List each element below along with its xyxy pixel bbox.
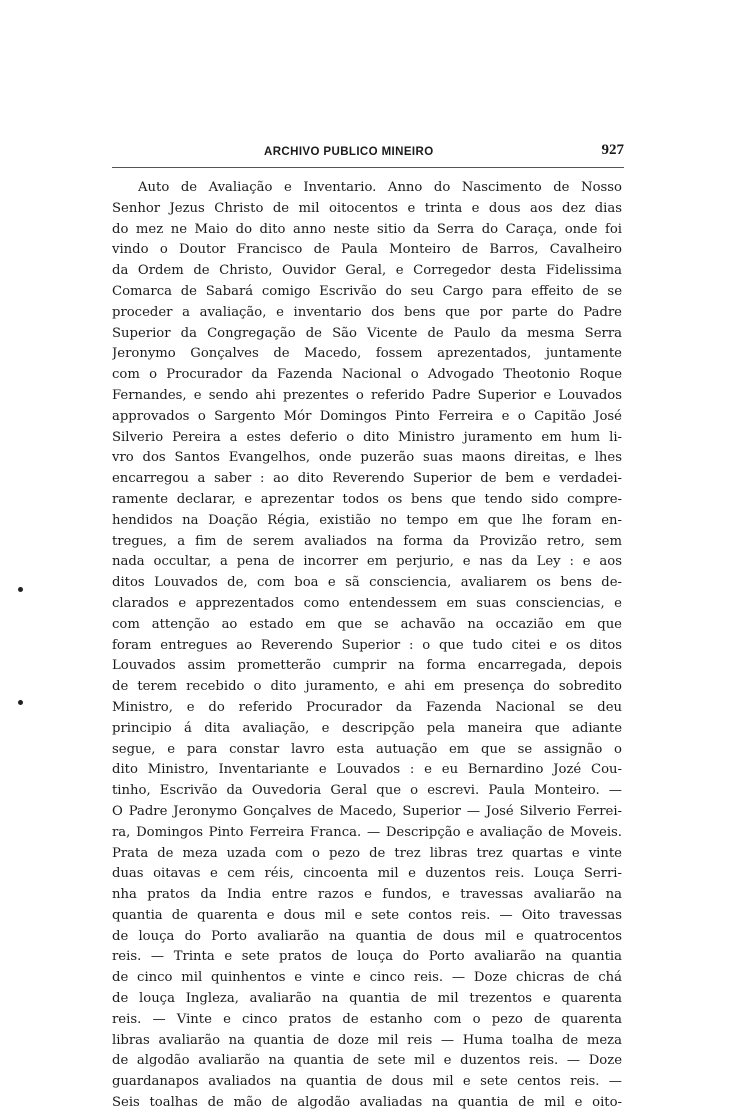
text-line: Auto de Avaliação e Inventario. Anno do Nascimento de Nosso [138, 180, 622, 195]
text-line: Ministro, e do referido Procurador da Fazenda Nacional se deu [112, 699, 622, 715]
margin-dot-mark [18, 587, 23, 592]
text-line: Louvados assim prometterão cumprir na forma encarregada, depois [112, 658, 622, 674]
text-line: principio á dita avaliação, e descripção pela maneira que adiante [112, 720, 622, 736]
text-line: com attenção ao estado em que se achavão na occazião em que [112, 616, 622, 632]
text-line: ramente declarar, e aprezentar todos os bens que tendo sido compre- [112, 491, 622, 507]
text-line: Prata de meza uzada com o pezo de trez libras trez quartas e vinte [112, 845, 622, 861]
text-line: de terem recebido o dito juramento, e ahi em presença do sobredito [112, 679, 622, 695]
text-line: Comarca de Sabará comigo Escrivão do seu Cargo para effeito de se [112, 283, 622, 299]
text-line: nada occultar, a pena de incorrer em perjurio, e nas da Ley : e aos [112, 554, 622, 570]
text-line: dito Ministro, Inventariante e Louvados : e eu Bernardino Jozé Cou- [112, 762, 622, 778]
margin-dot-mark [18, 700, 23, 705]
text-line: encarregou a saber : ao dito Reverendo Superior de bem e verdadei- [112, 471, 622, 487]
text-line: Jeronymo Gonçalves de Macedo, fossem aprezentados, juntamente [112, 346, 622, 362]
text-line: nha pratos da India entre razos e fundos, e travessas avaliarão na [112, 887, 622, 903]
text-line: ditos Louvados de, com boa e sã consciencia, avaliarem os bens de- [112, 575, 622, 591]
text-line: Silverio Pereira a estes deferio o dito Ministro juramento em hum li- [112, 429, 622, 445]
text-line: approvados o Sargento Mór Domingos Pinto Ferreira e o Capitão José [112, 408, 622, 424]
running-title: ARCHIVO PUBLICO MINEIRO [264, 146, 434, 158]
text-line: reis. — Vinte e cinco pratos de estanho com o pezo de quarenta [112, 1011, 622, 1027]
page-header [112, 142, 624, 164]
text-line: tinho, Escrivão da Ouvedoria Geral que o escrevi. Paula Monteiro. — [112, 783, 622, 799]
text-line: de algodão avaliarão na quantia de sete mil e duzentos reis. — Doze [112, 1053, 622, 1069]
text-line: segue, e para constar lavro esta autuação em que se assignão o [112, 741, 622, 757]
text-line: com o Procurador da Fazenda Nacional o Advogado Theotonio Roque [112, 367, 622, 383]
text-line: foram entregues ao Reverendo Superior : o que tudo citei e os ditos [112, 637, 622, 653]
text-line: Seis toalhas de mão de algodão avaliadas na quantia de mil e oito- [112, 1095, 622, 1111]
text-line: hendidos na Doação Régia, existião no tempo em que lhe foram en- [112, 512, 622, 528]
text-line: de louça Ingleza, avaliarão na quantia de mil trezentos e quarenta [112, 991, 622, 1007]
text-line: proceder a avaliação, e inventario dos bens que por parte do Padre [112, 304, 622, 320]
text-line: duas oitavas e cem réis, cincoenta mil e duzentos reis. Louça Serri- [112, 866, 622, 882]
page-number: 927 [601, 142, 624, 158]
body-text [112, 178, 622, 1114]
text-line: reis. — Trinta e sete pratos de louça do Porto avaliarão na quantia [112, 949, 622, 965]
text-line: vindo o Doutor Francisco de Paula Monteiro de Barros, Cavalheiro [112, 242, 622, 258]
text-line: libras avaliarão na quantia de doze mil reis — Huma toalha de meza [112, 1032, 622, 1048]
text-line: clarados e apprezentados como entendessem em suas consciencias, e [112, 595, 622, 611]
text-line: Senhor Jezus Christo de mil oitocentos e trinta e dous aos dez dias [112, 200, 622, 216]
text-line: de louça do Porto avaliarão na quantia de dous mil e quatrocentos [112, 928, 622, 944]
text-line: Fernandes, e sendo ahi prezentes o referido Padre Superior e Louvados [112, 387, 622, 403]
text-line: guardanapos avaliados na quantia de dous mil e sete centos reis. — [112, 1074, 622, 1090]
text-line: ra, Domingos Pinto Ferreira Franca. — Descripção e avaliação de Moveis. [112, 824, 622, 840]
text-line: quantia de quarenta e dous mil e sete contos reis. — Oito travessas [112, 907, 622, 923]
text-line: de cinco mil quinhentos e vinte e cinco reis. — Doze chicras de chá [112, 970, 622, 986]
header-rule [112, 167, 624, 168]
text-line: tregues, a fim de serem avaliados na forma da Provizão retro, sem [112, 533, 622, 549]
text-line: O Padre Jeronymo Gonçalves de Macedo, Superior — José Silverio Ferrei- [112, 803, 622, 819]
text-line: Superior da Congregação de São Vicente de Paulo da mesma Serra [112, 325, 622, 341]
text-line: da Ordem de Christo, Ouvidor Geral, e Corregedor desta Fidelissima [112, 263, 622, 279]
text-line: do mez ne Maio do dito anno neste sitio da Serra do Caraça, onde foi [112, 221, 622, 237]
text-line: vro dos Santos Evangelhos, onde puzerão suas maons direitas, e lhes [112, 450, 622, 466]
